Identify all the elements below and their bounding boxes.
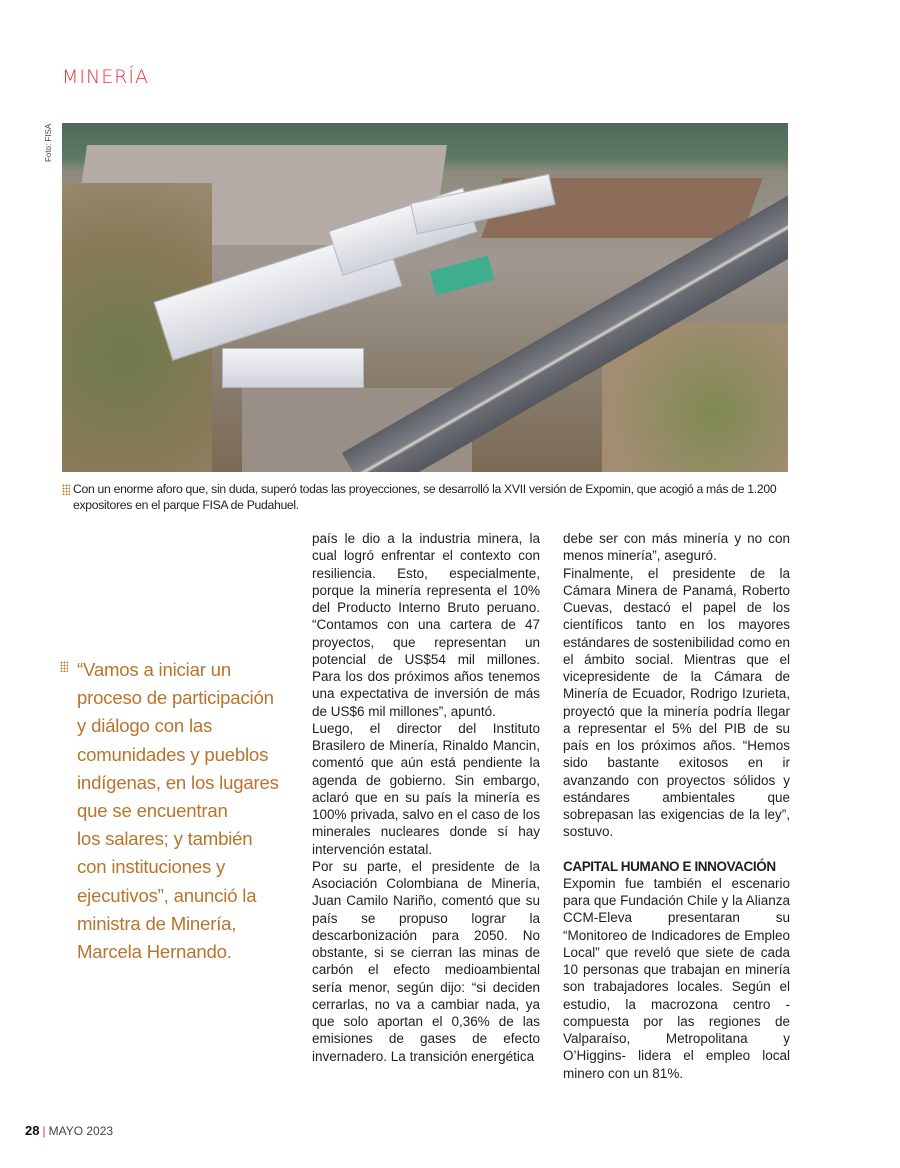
bullet-dots-icon (60, 661, 68, 672)
quote-line: “Vamos a iniciar un (77, 659, 231, 680)
quote-line: con instituciones y (77, 856, 226, 878)
quote-line: proceso de participación (77, 687, 274, 709)
article-column-2 (563, 530, 790, 1082)
caption-text: Con un enorme aforo que, sin duda, superó todas las proyecciones, se desarrolló la XVII versión de Expomin, que acogió a más de 1.200 expositores en el parque FISA de Pudahuel. (73, 482, 777, 512)
issue-date: MAYO 2023 (48, 1124, 114, 1138)
photo-credit-text: Foto: FISA (44, 123, 53, 162)
quote-line: indígenas, en los lugares (77, 771, 279, 793)
subheading: CAPITAL HUMANO E INNOVACIÓN (563, 858, 776, 874)
expomin-aerial-photo (62, 123, 788, 472)
paragraph: debe ser con más minería y no con menos minería”, aseguró. (563, 531, 790, 564)
quote-line: y diálogo con las (77, 715, 213, 737)
photo-credit (44, 124, 58, 164)
quote-line: los salares; y también (77, 828, 253, 850)
quote-line: que se encuentran (77, 800, 228, 822)
quote-line: comunidades y pueblos (77, 743, 269, 765)
photo-caption (62, 481, 802, 513)
paragraph: país le dio a la industria minera, la cual logró enfrentar el contexto con resiliencia. Esto, especialmente, porque la minería representa el 10% del Producto Interno Bruto peruano. “Contamos con una cartera de 47 proyectos, que representan un potencial de US$54 mil millones. Para los dos próximos años tenemos una expectativa de inversión de más de US$6 mil millones”, apuntó. (312, 531, 540, 719)
divider: | (42, 1124, 46, 1138)
pull-quote (60, 656, 300, 966)
page-number: 28 (25, 1123, 40, 1138)
quote-line: Marcela Hernando. (77, 941, 232, 963)
quote-line: ejecutivos”, anunció la (77, 884, 257, 906)
bullet-dots-icon (62, 484, 70, 495)
paragraph: Luego, el director del Instituto Brasilero de Minería, Rinaldo Mancin, comentó que aún está pendiente la agenda de gobierno. Sin embargo, aclaró que en su país la minería es 100% privada, salvo en el caso de los minerales nucleares donde sí hay intervención estatal. (312, 720, 540, 857)
paragraph: Expomin fue también el escenario para que Fundación Chile y la Alianza CCM-Eleva presentaran su “Monitoreo de Indicadores de Empleo Local” que reveló que siete de cada 10 personas que trabajan en minería son trabajadores locales. Según el estudio, la macrozona centro -compuesta por las regiones de Valparaíso, Metropolitana y O’Higgins- lidera el empleo local minero con un 81%. (563, 875, 790, 1081)
paragraph: Finalmente, el presidente de la Cámara Minera de Panamá, Roberto Cuevas, destacó el papel de los científicos tanto en los mayores estándares de sostenibilidad como en el ámbito social. Mientras que el vicepresidente de la Cámara de Minería de Ecuador, Rodrigo Izurieta, proyectó que la minería podría llegar a representar el 5% del PIB de su país en los próximos años. “Hemos sido bastante exitosos en ir avanzando con proyectos sólidos y estándares ambientales que sobrepasan las exigencias de la ley”, sostuvo. (563, 565, 790, 840)
section-title: MINERÍA (62, 66, 150, 88)
page-footer (25, 1123, 113, 1138)
article-column-1 (312, 530, 540, 1065)
paragraph: Por su parte, el presidente de la Asociación Colombiana de Minería, Juan Camilo Nariño, comentó que su país se propuso lograr la descarbonización para 2050. No obstante, si se cierran las minas de carbón el efecto medioambiental sería menor, según dijo: “si deciden cerrarlas, no va a cambiar nada, ya que solo aportan el 0,36% de las emisiones de gases de efecto invernadero. La transición energética (312, 858, 540, 1064)
quote-line: ministra de Minería, (77, 912, 237, 934)
